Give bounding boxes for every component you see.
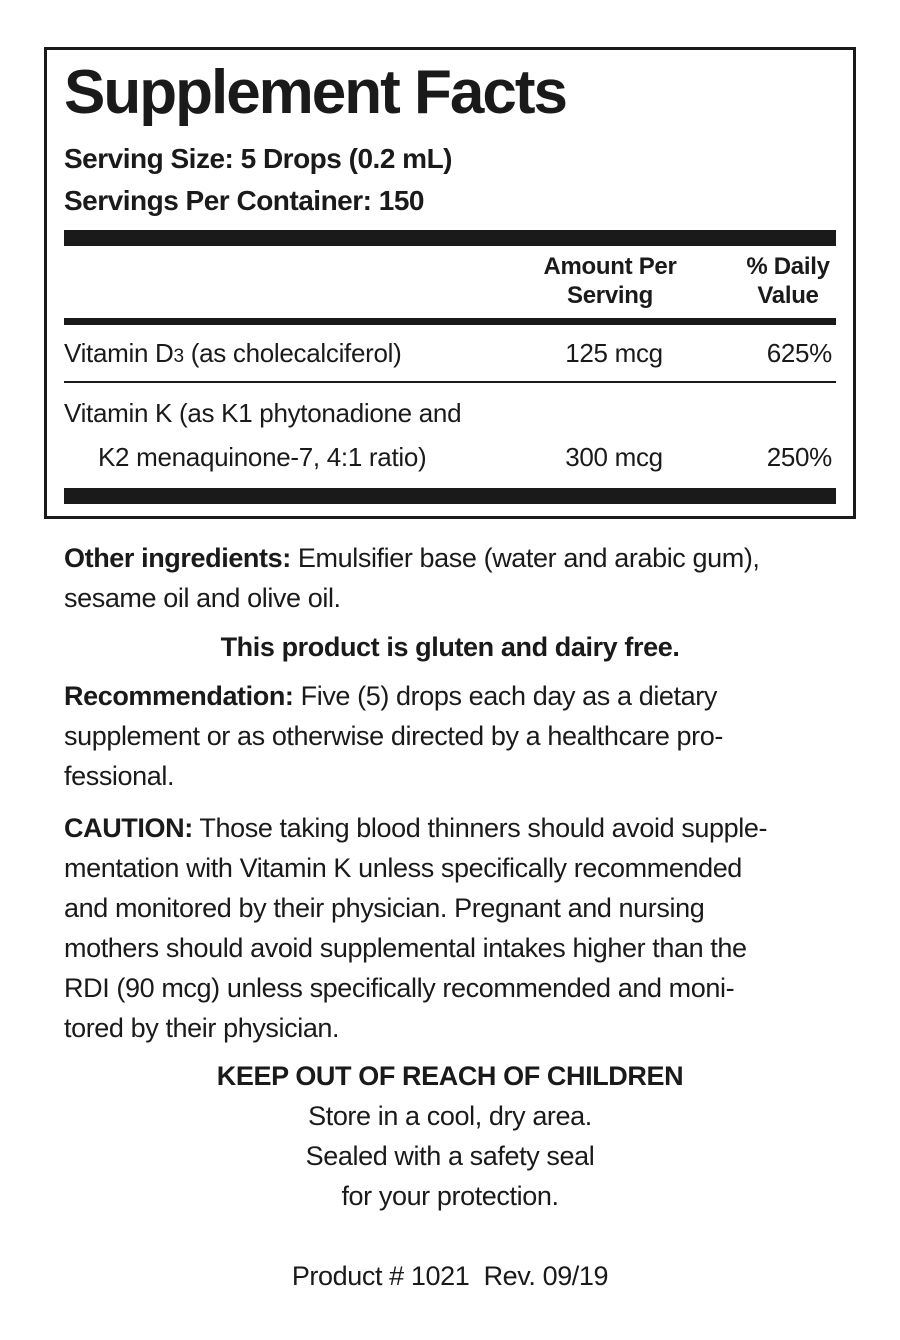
storage-text-3: for your protection. (341, 1181, 559, 1211)
dv-header-line1: % Daily (746, 253, 830, 280)
vitamin-k-amount: 300 mcg (565, 442, 663, 472)
storage-text-1: Store in a cool, dry area. (308, 1101, 592, 1131)
servings-per-container: Servings Per Container: 150 (64, 185, 424, 216)
storage-text-2: Sealed with a safety seal (305, 1141, 595, 1171)
recommendation-text-3: fessional. (64, 761, 175, 791)
storage-block (0, 1056, 900, 1216)
product-reference: Product # 1021 Rev. 09/19 (291, 1261, 609, 1291)
recommendation-text-2: supplement or as otherwise directed by a healthcare pro- (64, 721, 723, 751)
vitamin-k-daily-value: 250% (766, 442, 832, 472)
recommendation (64, 676, 864, 796)
other-ingredients-text-2: sesame oil and olive oil. (64, 583, 341, 613)
thick-divider-top (64, 230, 836, 246)
table-row-vitamin-k-name-line1: Vitamin K (as K1 phytonadione and (64, 398, 462, 428)
caution-text-2: mentation with Vitamin K unless specifically recommended (64, 853, 742, 883)
caution-label: CAUTION: (64, 813, 193, 843)
vitamin-d-subscript: 3 (173, 346, 184, 367)
caution-text-5: RDI (90 mcg) unless specifically recommended and moni- (64, 973, 735, 1003)
keep-out-of-reach-warning: KEEP OUT OF REACH OF CHILDREN (216, 1061, 684, 1091)
medium-divider (64, 318, 836, 325)
dv-header-line2: Value (757, 282, 819, 309)
caution-text-3: and monitored by their physician. Pregnant and nursing (64, 893, 705, 923)
caution-text-1: Those taking blood thinners should avoid supple- (192, 813, 768, 843)
table-row-vitamin-d3-name (64, 332, 401, 378)
row-divider (64, 381, 836, 383)
caution-text-6: tored by their physician. (64, 1013, 340, 1043)
vitamin-d3-amount: 125 mcg (565, 338, 663, 368)
amount-header-line2: Serving (567, 282, 653, 309)
caution (64, 808, 864, 1048)
vitamin-d3-daily-value: 625% (766, 338, 832, 368)
facts-title: Supplement Facts (64, 58, 566, 127)
daily-value-header (728, 252, 848, 310)
table-row-vitamin-k-name-line2: K2 menaquinone-7, 4:1 ratio) (98, 442, 427, 472)
recommendation-text-1: Five (5) drops each day as a dietary (293, 681, 717, 711)
caution-text-4: mothers should avoid supplemental intakes higher than the (64, 933, 747, 963)
other-ingredients-text-1: Emulsifier base (water and arabic gum), (290, 543, 760, 573)
amount-header-line1: Amount Per (543, 253, 677, 280)
serving-size: Serving Size: 5 Drops (0.2 mL) (64, 143, 452, 174)
amount-per-serving-header (530, 252, 690, 310)
other-ingredients-label: Other ingredients: (64, 543, 291, 573)
vitamin-d-form: (as cholecalciferol) (183, 338, 402, 368)
thick-divider-bottom (64, 488, 836, 504)
other-ingredients (64, 538, 864, 618)
vitamin-d-label: Vitamin D (64, 338, 174, 368)
recommendation-label: Recommendation: (64, 681, 294, 711)
gluten-dairy-statement: This product is gluten and dairy free. (220, 632, 680, 662)
